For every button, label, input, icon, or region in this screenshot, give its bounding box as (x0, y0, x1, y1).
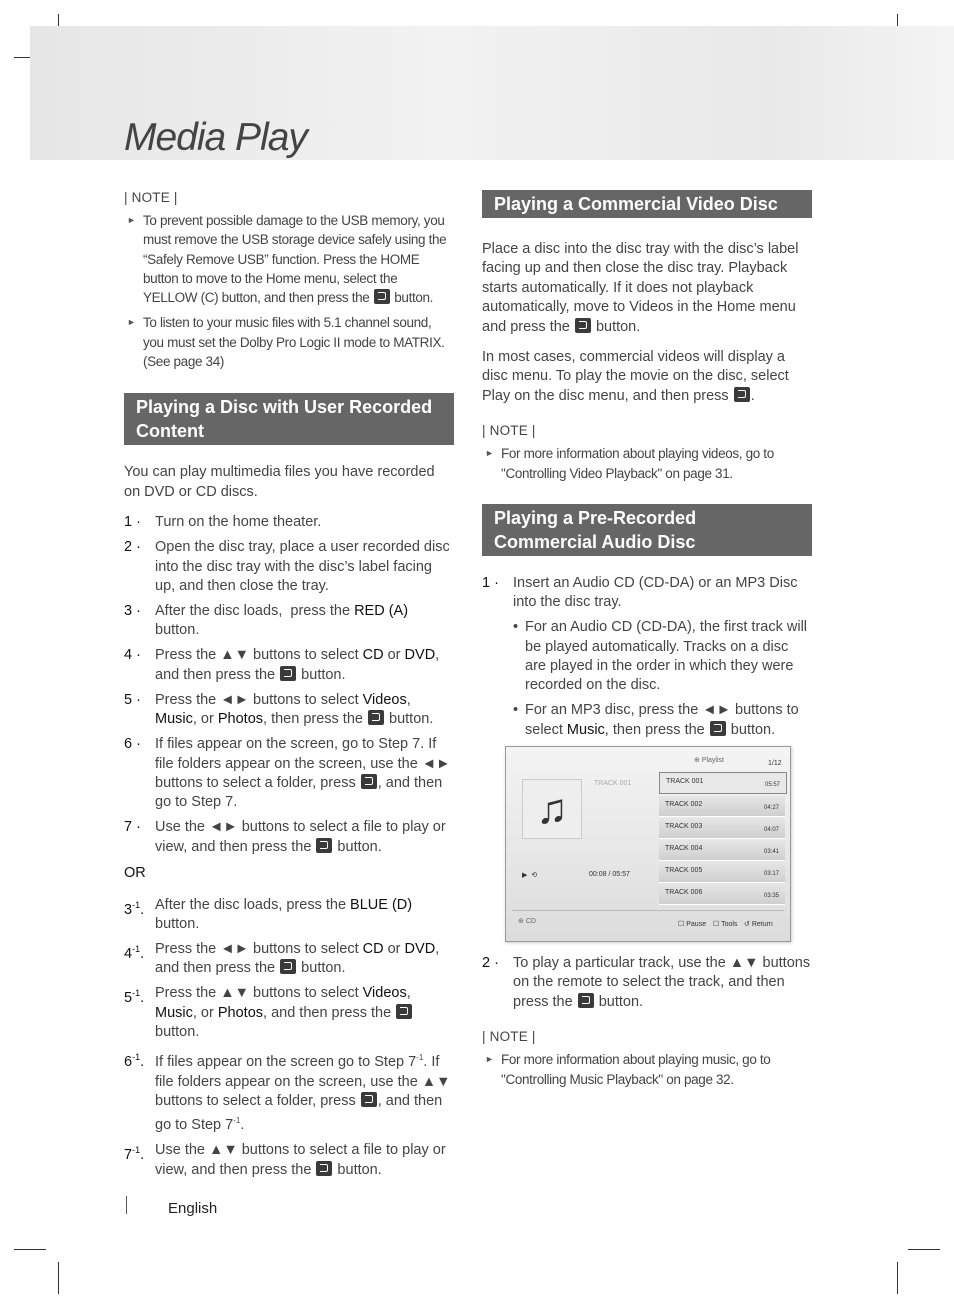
step-item: 2 · To play a particular track, use the ▲▼ buttons on the remote to select the track, and then press the button. (482, 955, 811, 1010)
enter-button-icon (361, 774, 377, 789)
note-text: To prevent possible damage to the USB memory, you must remove the USB storage device safely using the “Safely Remove USB” function. Press the HOME button to move to the Home menu, select the YELLOW (C) button, and then press the (143, 213, 447, 306)
note-item (124, 211, 454, 307)
paragraph (482, 240, 812, 337)
step-item: 2 · Open the disc tray, place a user recorded disc into the disc tray with the disc’s label facing up, and then close the tray. (124, 539, 450, 594)
note-label: | NOTE | (124, 190, 178, 205)
section-heading: Playing a Pre-Recorded Commercial Audio Disc (482, 504, 812, 556)
enter-button-icon (316, 1161, 332, 1176)
step-item: $6^{-1}$. If files appear on the screen go to Step $7^{-1}$. If file folders appear on the screen, use the ▲▼ buttons to select a folder, press , and then go to Step $7^{-1}$. (124, 1052, 451, 1134)
page-count: 1/12 (768, 760, 782, 767)
step-item: 1 · Insert an Audio CD (CD-DA) or an MP3 Disc into the disc tray. (482, 574, 798, 611)
paragraph-text-end: button. (595, 318, 641, 335)
track-row[interactable]: TRACK 005 03:17 (659, 862, 785, 883)
note-text: For more information about playing videos, go to "Controlling Video Playback" on page 31. (501, 446, 774, 481)
sub-bullet: • For an MP3 disc, press the ◄► buttons to select Music, then press the button. (513, 702, 799, 738)
right-column-lower (482, 954, 812, 1095)
enter-button-icon (578, 993, 594, 1008)
step-item: $7^{-1}$. Use the ▲▼ buttons to select a file to play or view, and then press the button. (124, 1142, 446, 1178)
note-text: For more information about playing music, go to "Controlling Music Playback" on page 32. (501, 1052, 771, 1087)
divider (512, 910, 784, 911)
note-text: To listen to your music files with 5.1 channel sound, you must set the Dolby Pro Logic II mode to MATRIX. (See page 34) (143, 315, 445, 370)
crop-mark (897, 1262, 898, 1294)
time-display: 00:08 / 05:57 (589, 871, 630, 878)
play-controls: ▶ ⟲ (522, 872, 538, 879)
track-row[interactable]: TRACK 004 03:41 (659, 840, 785, 861)
step-item: 1 · Turn on the home theater. (124, 514, 322, 531)
paragraph-text: In most cases, commercial videos will display a disc menu. To play the movie on the disc, select Play on the disc menu, and then press (482, 349, 789, 404)
section-heading: Playing a Disc with User Recorded Content (124, 393, 454, 445)
music-note-icon: ♫ (522, 779, 582, 839)
enter-button-icon (316, 838, 332, 853)
note-label: | NOTE | (482, 1029, 536, 1045)
paragraph: In most cases, commercial videos will display a disc menu. To play the movie on the disc, select Play on the disc menu, and then press . (482, 349, 789, 404)
note-item (482, 1050, 812, 1089)
tools-hint: ☐ Tools (713, 921, 738, 928)
step-item: 5 · Press the ◄► buttons to select Videos, Music, or Photos, then press the button. (124, 691, 434, 728)
music-player-screenshot (505, 746, 791, 942)
step-item: $5^{-1}$. Press the ▲▼ buttons to select Videos, Music, or Photos, and then press the button. (124, 985, 411, 1041)
note-item (124, 313, 454, 371)
enter-button-icon (575, 318, 591, 333)
enter-button-icon (734, 387, 750, 402)
sub-bullet: • For an Audio CD (CD-DA), the first track will be played automatically. Tracks on a disc are played in the order in which they were recorded on the disc. (513, 619, 808, 694)
note-label: | NOTE | (482, 423, 536, 439)
note-item (482, 444, 812, 483)
footer-divider (126, 1196, 127, 1214)
crop-mark (58, 1262, 59, 1294)
pause-hint: ☐ Pause (678, 921, 707, 928)
right-column (482, 190, 812, 746)
page-title: Media Play (124, 116, 307, 159)
enter-button-icon (396, 1004, 412, 1019)
crop-mark (908, 1249, 940, 1250)
playlist-label: ⊕ Playlist (694, 757, 724, 764)
return-hint: ↺ Return (744, 921, 773, 928)
triangle-bullet-icon: ► (485, 1054, 494, 1065)
triangle-bullet-icon: ► (127, 317, 136, 328)
step-item: $4^{-1}$. Press the ◄► buttons to select CD or DVD, and then press the button. (124, 941, 440, 977)
enter-button-icon (710, 721, 726, 736)
enter-button-icon (280, 959, 296, 974)
step-item: $3^{-1}$. After the disc loads, press the BLUE (D) button. (124, 896, 413, 933)
enter-button-icon (374, 289, 390, 304)
enter-button-icon (280, 666, 296, 681)
enter-button-icon (361, 1092, 377, 1107)
track-row[interactable]: TRACK 006 03:35 (659, 884, 785, 905)
section-heading: Playing a Commercial Video Disc (482, 190, 812, 218)
step-item: 4 · Press the ▲▼ buttons to select CD or DVD, and then press the button. (124, 647, 440, 683)
triangle-bullet-icon: ► (485, 448, 494, 459)
track-row[interactable]: TRACK 002 04:27 (659, 796, 785, 817)
enter-button-icon (368, 710, 384, 725)
crop-mark (14, 1249, 46, 1250)
paragraph-text: Place a disc into the disc tray with the disc’s label facing up and then close the disc tray. Playback starts automatically. If it does not playback automatically, move to Videos in the Home menu and press the (482, 241, 799, 335)
intro-paragraph: You can play multimedia files you have recorded on DVD or CD discs. (124, 464, 435, 500)
current-track-label: TRACK 001 (594, 780, 632, 787)
footer-language: English (168, 1200, 218, 1217)
left-column (124, 190, 454, 1186)
step-item: 3 · After the disc loads, press the RED (A) button. (124, 603, 409, 639)
disc-label: ⊕ CD (518, 918, 536, 925)
note-text-end: button. (394, 290, 434, 306)
track-row[interactable]: TRACK 003 04:07 (659, 818, 785, 839)
track-row[interactable]: TRACK 001 05:57 (659, 772, 787, 794)
step-item: 6 · If files appear on the screen, go to Step 7. If file folders appear on the screen, use the ◄► buttons to select a folder, press , and then go to Step 7. (124, 736, 451, 811)
triangle-bullet-icon: ► (127, 215, 136, 225)
step-item: 7 · Use the ◄► buttons to select a file to play or view, and then press the button. (124, 819, 446, 855)
or-label: OR (124, 865, 146, 882)
